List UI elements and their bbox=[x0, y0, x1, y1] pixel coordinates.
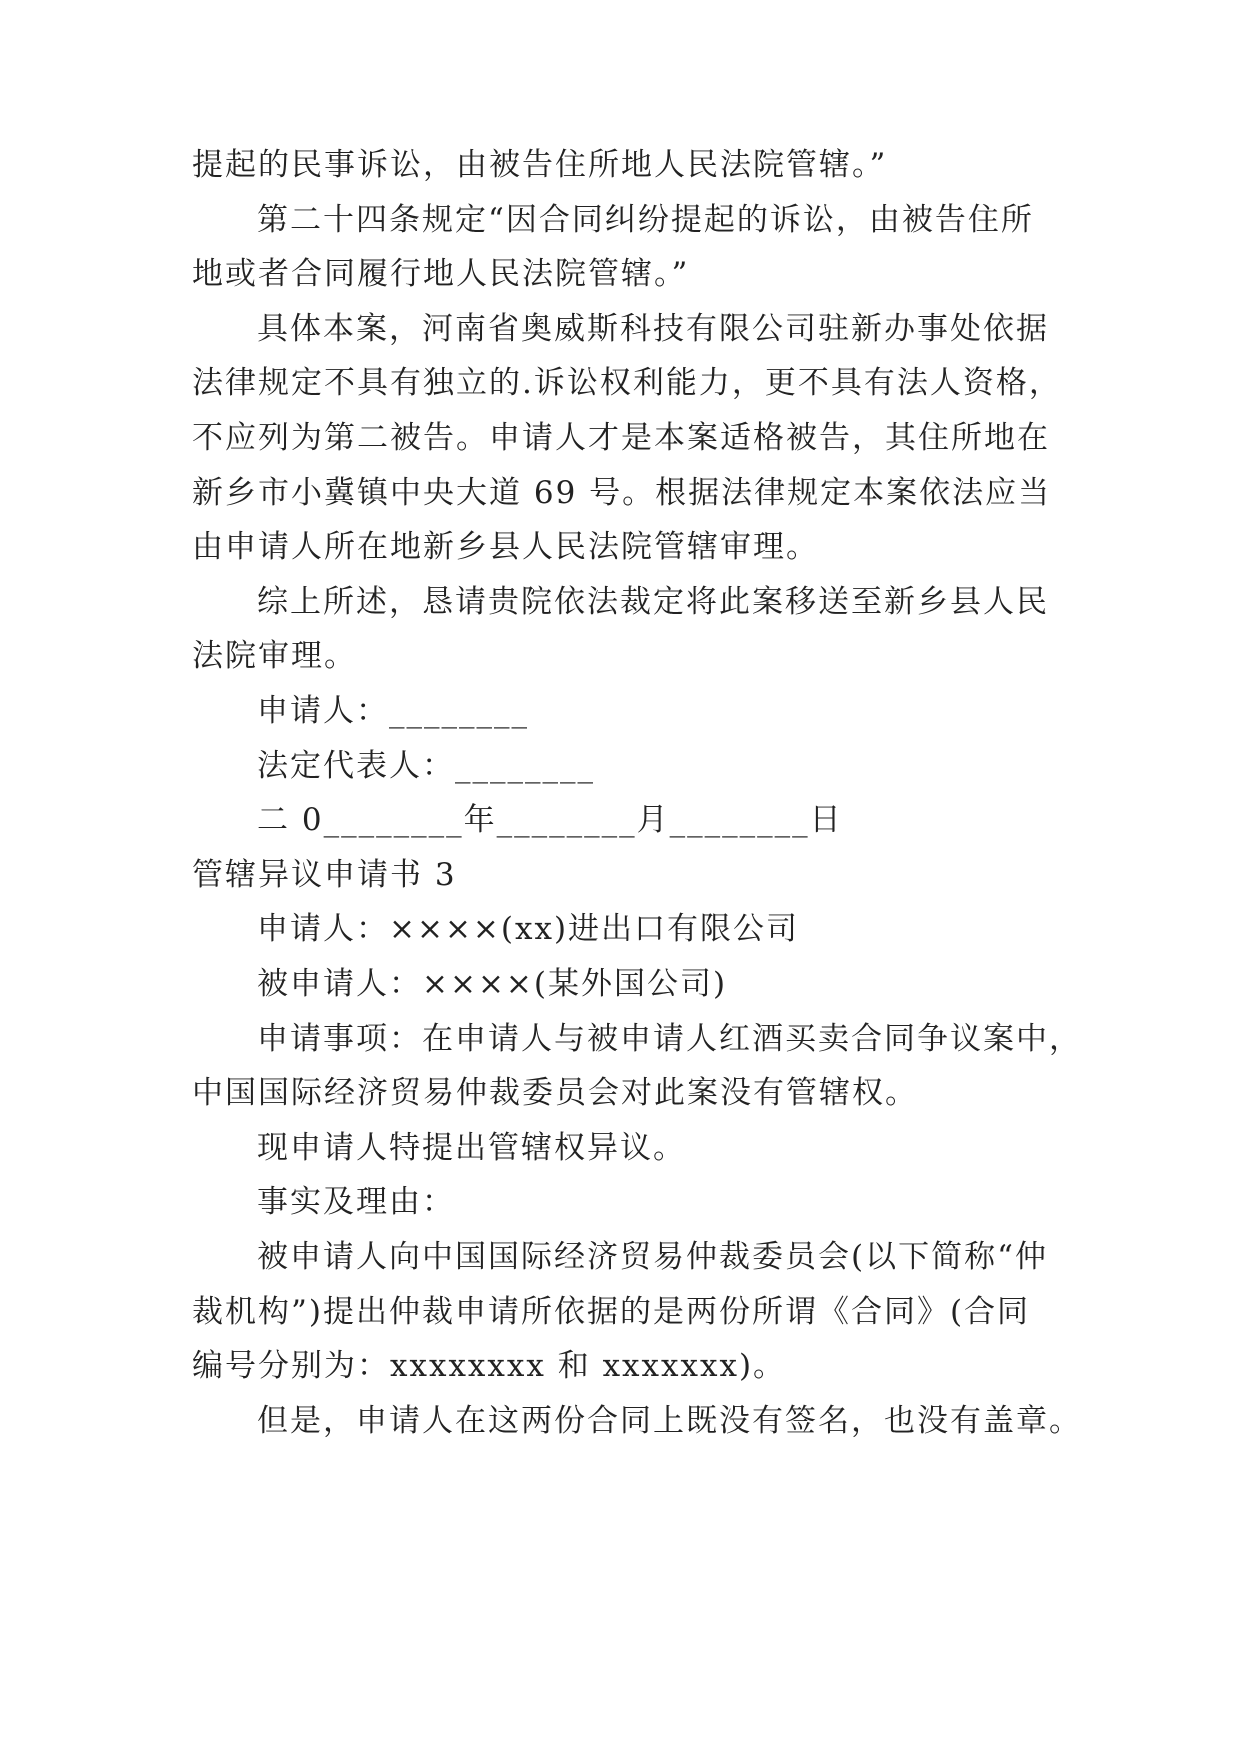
paragraph-line: 具体本案，河南省奥威斯科技有限公司驻新办事处依据 bbox=[257, 311, 1049, 347]
legal-representative-line: 法定代表人：________ bbox=[257, 748, 595, 784]
paragraph-line: 第二十四条规定“因合同纠纷提起的诉讼，由被告住所 bbox=[257, 202, 1034, 238]
text-line: 中国国际经济贸易仲裁委员会对此案没有管辖权。 bbox=[192, 1075, 918, 1111]
paragraph-line: 综上所述，恳请贵院依法裁定将此案移送至新乡县人民 bbox=[257, 584, 1049, 620]
text-line: 法律规定不具有独立的.诉讼权利能力，更不具有法人资格， bbox=[192, 365, 1062, 401]
paragraph-line: 申请事项：在申请人与被申请人红酒买卖合同争议案中， bbox=[257, 1021, 1082, 1057]
text-line: 由申请人所在地新乡县人民法院管辖审理。 bbox=[192, 529, 819, 565]
paragraph-line: 事实及理由： bbox=[257, 1184, 455, 1220]
respondent-line: 被申请人：××××(某外国公司) bbox=[257, 966, 728, 1002]
text-line: 不应列为第二被告。申请人才是本案适格被告，其住所地在 bbox=[192, 420, 1050, 456]
paragraph-line: 但是，申请人在这两份合同上既没有签名，也没有盖章。 bbox=[257, 1403, 1082, 1439]
text-line: 新乡市小冀镇中央大道 69 号。根据法律规定本案依法应当 bbox=[192, 475, 1052, 511]
applicant-line: 申请人：××××(xx)进出口有限公司 bbox=[257, 911, 800, 947]
paragraph-line: 被申请人向中国国际经济贸易仲裁委员会(以下简称“仲 bbox=[257, 1239, 1048, 1275]
date-line: 二 0________年________月________日 bbox=[257, 802, 843, 838]
section-title: 管辖异议申请书 3 bbox=[192, 857, 457, 893]
applicant-signature-line: 申请人：________ bbox=[257, 693, 529, 729]
text-line: 地或者合同履行地人民法院管辖。” bbox=[192, 256, 690, 292]
text-line: 法院审理。 bbox=[192, 638, 357, 674]
text-line: 裁机构”)提出仲裁申请所依据的是两份所谓《合同》(合同 bbox=[192, 1294, 1031, 1330]
paragraph-line: 现申请人特提出管辖权异议。 bbox=[257, 1130, 686, 1166]
text-line: 编号分别为：xxxxxxxx 和 xxxxxxx)。 bbox=[192, 1348, 787, 1384]
text-line: 提起的民事诉讼，由被告住所地人民法院管辖。” bbox=[192, 147, 888, 183]
